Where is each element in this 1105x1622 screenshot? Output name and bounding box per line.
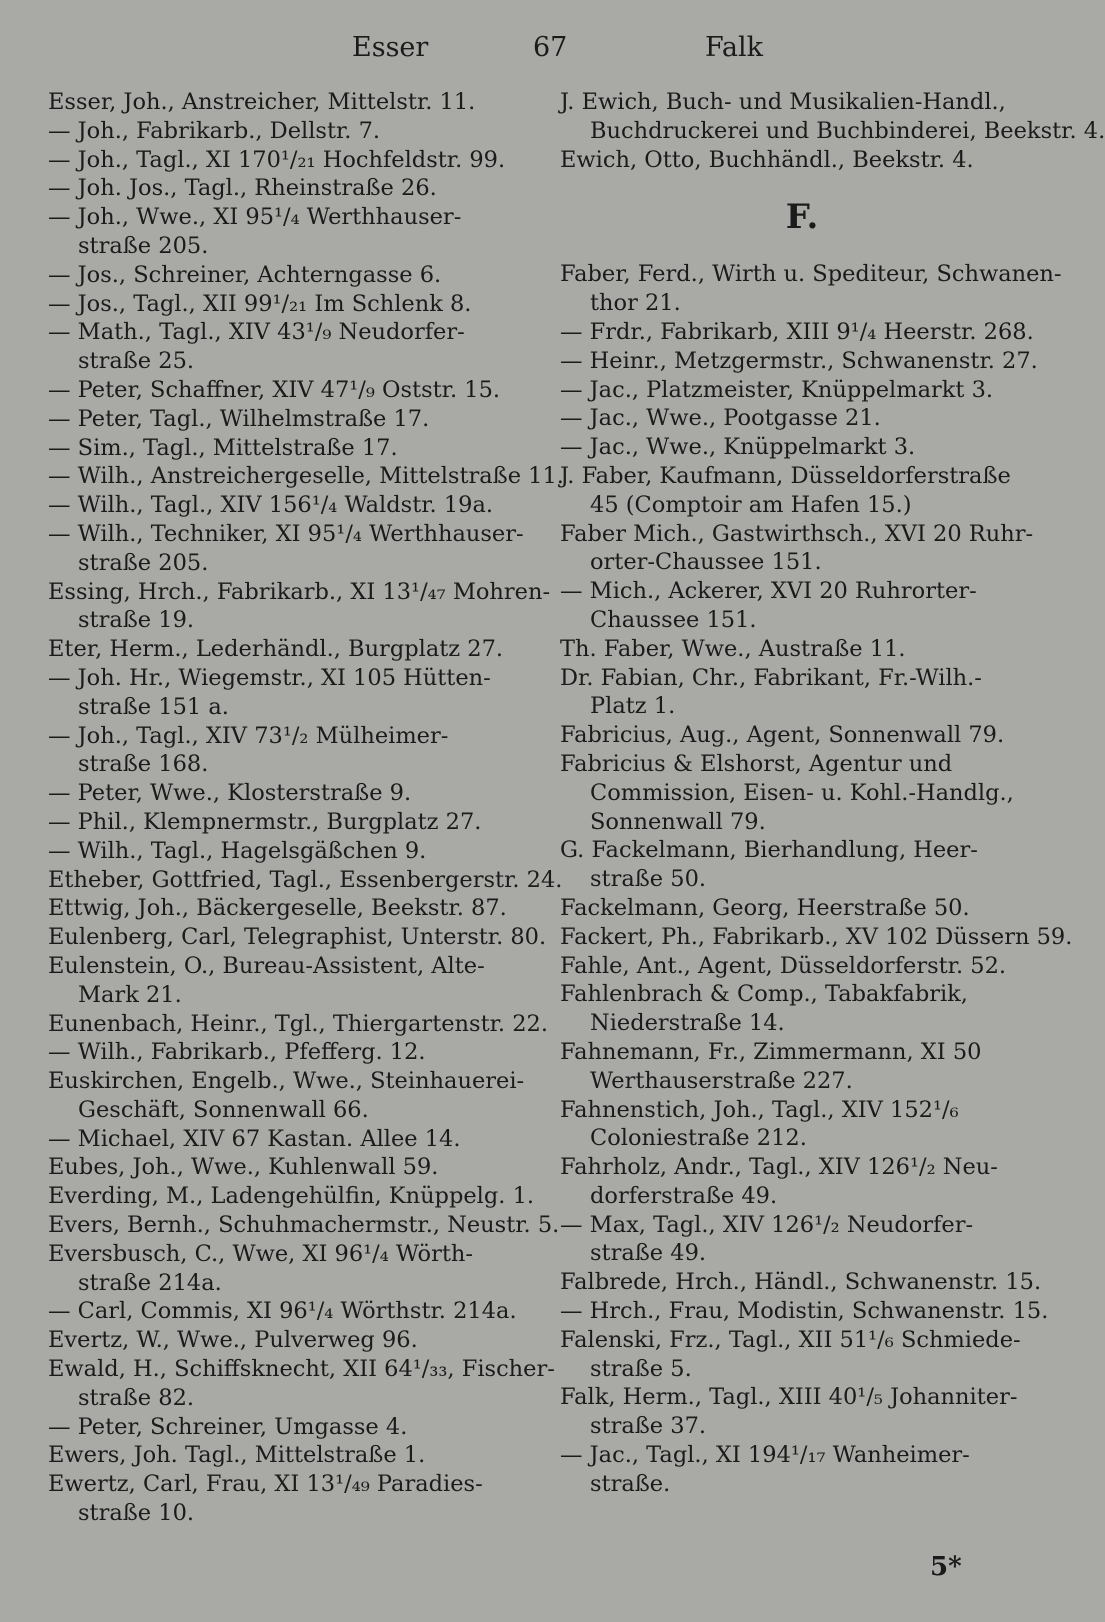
entry-continuation: straße. bbox=[590, 1470, 671, 1497]
entry-line: — Peter, Wwe., Klosterstraße 9. bbox=[48, 780, 412, 807]
entry-line: — Math., Tagl., XIV 43¹/₉ Neudorfer- bbox=[48, 319, 465, 346]
entry-continuation: Mark 21. bbox=[78, 981, 182, 1008]
entry-line: Eulenstein, O., Bureau-Assistent, Alte- bbox=[48, 952, 485, 979]
directory-entry bbox=[560, 980, 1044, 1038]
directory-entry bbox=[560, 721, 1044, 750]
entry-line: — Jac., Wwe., Knüppelmarkt 3. bbox=[560, 434, 916, 461]
entry-line: Fabricius, Aug., Agent, Sonnenwall 79. bbox=[560, 722, 1005, 749]
entry-continuation: straße 151 a. bbox=[78, 693, 229, 720]
entry-line: Eversbusch, C., Wwe, XI 96¹/₄ Wörth- bbox=[48, 1240, 473, 1267]
entry-line: — Jos., Tagl., XII 99¹/₂₁ Im Schlenk 8. bbox=[48, 290, 472, 317]
directory-entry bbox=[560, 1326, 1044, 1384]
entry-line: Ewich, Otto, Buchhändl., Beekstr. 4. bbox=[560, 146, 974, 173]
entry-continuation: straße 49. bbox=[590, 1240, 707, 1267]
entry-line: Th. Faber, Wwe., Austraße 11. bbox=[560, 635, 906, 662]
entry-line: — Joh., Tagl., XI 170¹/₂₁ Hochfeldstr. 99. bbox=[48, 146, 506, 173]
directory-entry bbox=[48, 520, 530, 578]
directory-entry bbox=[48, 491, 530, 520]
entry-line: — Hrch., Frau, Modistin, Schwanenstr. 15. bbox=[560, 1298, 1049, 1325]
entry-continuation: thor 21. bbox=[590, 290, 681, 317]
entry-line: — Joh. Jos., Tagl., Rheinstraße 26. bbox=[48, 175, 437, 202]
directory-entry bbox=[560, 808, 1044, 837]
directory-entry bbox=[48, 434, 530, 463]
entry-continuation: Niederstraße 14. bbox=[590, 1010, 785, 1037]
directory-entry bbox=[560, 664, 1044, 722]
entry-continuation: straße 25. bbox=[78, 348, 195, 375]
directory-entry bbox=[560, 1038, 1044, 1096]
directory-entry bbox=[48, 376, 530, 405]
entry-line: Etheber, Gottfried, Tagl., Essenbergerstr. 24. bbox=[48, 866, 563, 893]
directory-entry bbox=[48, 405, 530, 434]
entry-line: Everding, M., Ladengehülfin, Knüppelg. 1. bbox=[48, 1183, 535, 1210]
entry-line: — Jac., Platzmeister, Knüppelmarkt 3. bbox=[560, 376, 994, 403]
directory-entry bbox=[48, 1470, 530, 1528]
entry-continuation: Chaussee 151. bbox=[590, 606, 757, 633]
directory-entry bbox=[560, 1297, 1049, 1326]
entry-continuation: Buchdruckerei und Buchbinderei, Beekstr. 4. bbox=[590, 117, 1105, 144]
directory-entry bbox=[560, 750, 1044, 808]
directory-entry bbox=[560, 146, 1044, 175]
directory-entry bbox=[560, 894, 1044, 923]
directory-entry bbox=[560, 1153, 1044, 1211]
entry-continuation: straße 19. bbox=[78, 607, 195, 634]
entry-line: Eubes, Joh., Wwe., Kuhlenwall 59. bbox=[48, 1154, 439, 1181]
directory-entry bbox=[560, 462, 1044, 520]
entry-line: Fahle, Ant., Agent, Düsseldorferstr. 52. bbox=[560, 952, 1007, 979]
directory-entry bbox=[48, 261, 530, 290]
directory-entry bbox=[48, 1125, 530, 1154]
entry-line: Falenski, Frz., Tagl., XII 51¹/₆ Schmiede- bbox=[560, 1326, 1021, 1353]
directory-entry bbox=[48, 1038, 530, 1067]
entry-line: — Jac., Wwe., Pootgasse 21. bbox=[560, 405, 881, 432]
right-column-entries bbox=[560, 260, 1073, 1498]
entry-continuation: straße 37. bbox=[590, 1413, 707, 1440]
directory-entry bbox=[48, 837, 530, 866]
entry-line: — Sim., Tagl., Mittelstraße 17. bbox=[48, 434, 398, 461]
entry-line: Falbrede, Hrch., Händl., Schwanenstr. 15. bbox=[560, 1269, 1042, 1296]
directory-entry bbox=[48, 578, 551, 636]
entry-continuation: straße 168. bbox=[78, 751, 209, 778]
entry-line: — Heinr., Metzgermstr., Schwanenstr. 27. bbox=[560, 347, 1038, 374]
entry-line: — Joh., Tagl., XIV 73¹/₂ Mülheimer- bbox=[48, 722, 449, 749]
directory-entry bbox=[48, 1010, 548, 1039]
directory-entry bbox=[560, 433, 1044, 462]
directory-entry bbox=[48, 1182, 535, 1211]
page-number: 67 bbox=[533, 32, 568, 63]
entry-line: J. Faber, Kaufmann, Düsseldorferstraße bbox=[560, 462, 1011, 489]
directory-entry bbox=[48, 174, 530, 203]
directory-entry bbox=[560, 635, 1044, 664]
entry-line: Fackelmann, Georg, Heerstraße 50. bbox=[560, 894, 970, 921]
entry-continuation: straße 82. bbox=[78, 1384, 195, 1411]
directory-entry bbox=[48, 722, 530, 780]
directory-entry bbox=[560, 376, 1044, 405]
entry-line: J. Ewich, Buch- und Musikalien-Handl., bbox=[560, 89, 1006, 115]
directory-entry bbox=[48, 1240, 530, 1298]
directory-entry bbox=[48, 894, 530, 923]
entry-line: Faber Mich., Gastwirthsch., XVI 20 Ruhr- bbox=[560, 520, 1034, 547]
directory-entry bbox=[560, 1268, 1044, 1297]
entry-continuation: straße 10. bbox=[78, 1500, 195, 1527]
entry-line: Ewers, Joh. Tagl., Mittelstraße 1. bbox=[48, 1442, 426, 1469]
entry-line: Esser, Joh., Anstreicher, Mittelstr. 11. bbox=[48, 89, 476, 115]
directory-entry bbox=[560, 923, 1073, 952]
directory-entry bbox=[48, 635, 530, 664]
entry-continuation: Geschäft, Sonnenwall 66. bbox=[78, 1096, 369, 1123]
entry-continuation: 45 (Comptoir am Hafen 15.) bbox=[590, 491, 912, 518]
left-column bbox=[48, 88, 564, 1528]
directory-entry bbox=[560, 347, 1044, 376]
page-header bbox=[0, 32, 1088, 72]
entry-line: Fackert, Ph., Fabrikarb., XV 102 Düssern 59. bbox=[560, 923, 1073, 950]
entry-line: — Michael, XIV 67 Kastan. Allee 14. bbox=[48, 1125, 461, 1152]
directory-entry bbox=[560, 260, 1062, 318]
directory-entry bbox=[560, 404, 1044, 433]
directory-entry bbox=[48, 866, 563, 895]
entry-line: Fahnemann, Fr., Zimmermann, XI 50 bbox=[560, 1038, 982, 1065]
directory-entry bbox=[48, 808, 530, 837]
entry-line: — Mich., Ackerer, XVI 20 Ruhrorter- bbox=[560, 578, 977, 605]
header-last-name: Falk bbox=[705, 32, 763, 63]
signature-mark: 5* bbox=[930, 1552, 962, 1582]
directory-entry bbox=[48, 146, 530, 175]
entry-line: — Max, Tagl., XIV 126¹/₂ Neudorfer- bbox=[560, 1211, 974, 1238]
entry-line: Ettwig, Joh., Bäckergeselle, Beekstr. 87. bbox=[48, 895, 507, 922]
directory-entry bbox=[560, 1441, 1044, 1499]
directory-entry bbox=[560, 1211, 1044, 1269]
entry-line: Eunenbach, Heinr., Tgl., Thiergartenstr. 22. bbox=[48, 1010, 548, 1037]
directory-entry bbox=[48, 1067, 530, 1125]
entry-line: — Phil., Klempnermstr., Burgplatz 27. bbox=[48, 808, 482, 835]
entry-line: — Peter, Schreiner, Umgasse 4. bbox=[48, 1413, 408, 1440]
entry-continuation: Platz 1. bbox=[590, 693, 676, 720]
directory-entry bbox=[48, 923, 547, 952]
entry-continuation: dorferstraße 49. bbox=[590, 1182, 778, 1209]
directory-entry bbox=[48, 462, 564, 491]
entry-line: — Peter, Schaffner, XIV 47¹/₉ Oststr. 15. bbox=[48, 376, 501, 403]
directory-entry bbox=[48, 88, 530, 117]
right-column-top-entries bbox=[560, 88, 1105, 174]
directory-entry bbox=[48, 1355, 555, 1413]
entry-line: Falk, Herm., Tagl., XIII 40¹/₅ Johanniter- bbox=[560, 1384, 1018, 1411]
entry-line: Fahlenbrach & Comp., Tabakfabrik, bbox=[560, 981, 968, 1008]
entry-line: — Wilh., Techniker, XI 95¹/₄ Werthhauser- bbox=[48, 520, 524, 547]
directory-entry bbox=[48, 1441, 530, 1470]
directory-entry bbox=[560, 318, 1044, 347]
directory-entry bbox=[48, 952, 530, 1010]
entry-line: — Joh. Hr., Wiegemstr., XI 105 Hütten- bbox=[48, 664, 491, 691]
entry-line: — Frdr., Fabrikarb, XIII 9¹/₄ Heerstr. 268. bbox=[560, 318, 1034, 345]
directory-entry bbox=[48, 1326, 530, 1355]
entry-line: Essing, Hrch., Fabrikarb., XI 13¹/₄₇ Mohren- bbox=[48, 578, 551, 605]
entry-line: — Wilh., Anstreichergeselle, Mittelstraße 11. bbox=[48, 463, 564, 490]
section-letter: F. bbox=[785, 197, 819, 238]
entry-line: — Wilh., Fabrikarb., Pfefferg. 12. bbox=[48, 1039, 426, 1066]
entry-line: Ewald, H., Schiffsknecht, XII 64¹/₃₃, Fischer- bbox=[48, 1356, 555, 1383]
directory-entry bbox=[560, 952, 1044, 981]
directory-entry bbox=[48, 318, 530, 376]
entry-line: Eulenberg, Carl, Telegraphist, Unterstr. 80. bbox=[48, 924, 547, 951]
directory-entry bbox=[48, 290, 530, 319]
entry-line: Ewertz, Carl, Frau, XI 13¹/₄₉ Paradies- bbox=[48, 1471, 483, 1498]
header-first-name: Esser bbox=[352, 32, 429, 63]
directory-entry bbox=[48, 779, 530, 808]
entry-line: Dr. Fabian, Chr., Fabrikant, Fr.-Wilh.- bbox=[560, 664, 982, 691]
entry-line: Evers, Bernh., Schuhmachermstr., Neustr. 5. bbox=[48, 1212, 560, 1239]
directory-entry bbox=[560, 520, 1044, 578]
directory-entry bbox=[560, 577, 1044, 635]
directory-entry bbox=[48, 1211, 560, 1240]
entry-line: — Joh., Wwe., XI 95¹/₄ Werthhauser- bbox=[48, 204, 462, 231]
entry-line: Fabricius & Elshorst, Agentur und bbox=[560, 750, 953, 777]
entry-line: — Wilh., Tagl., XIV 156¹/₄ Waldstr. 19a. bbox=[48, 492, 494, 519]
entry-continuation: straße 5. bbox=[590, 1355, 692, 1382]
entry-continuation: orter-Chaussee 151. bbox=[590, 549, 822, 576]
entry-continuation: straße 205. bbox=[78, 549, 209, 576]
entry-line: Faber, Ferd., Wirth u. Spediteur, Schwanen- bbox=[560, 261, 1062, 288]
directory-entry bbox=[48, 1153, 530, 1182]
directory-entry bbox=[48, 117, 530, 146]
directory-entry bbox=[560, 1383, 1044, 1441]
entry-continuation: Werthauserstraße 227. bbox=[590, 1067, 853, 1094]
entry-line: Sonnenwall 79. bbox=[590, 808, 766, 835]
directory-entry bbox=[48, 664, 530, 722]
entry-continuation: straße 205. bbox=[78, 232, 209, 259]
entry-continuation: straße 214a. bbox=[78, 1269, 222, 1296]
entry-line: G. Fackelmann, Bierhandlung, Heer- bbox=[560, 837, 978, 864]
entry-continuation: Coloniestraße 212. bbox=[590, 1125, 807, 1152]
directory-entry bbox=[560, 836, 1044, 894]
entry-line: Evertz, W., Wwe., Pulverweg 96. bbox=[48, 1327, 418, 1354]
entry-line: — Wilh., Tagl., Hagelsgäßchen 9. bbox=[48, 837, 427, 864]
directory-entry bbox=[560, 88, 1105, 146]
entry-line: — Joh., Fabrikarb., Dellstr. 7. bbox=[48, 117, 381, 144]
directory-entry bbox=[560, 1096, 1044, 1154]
entry-line: — Peter, Tagl., Wilhelmstraße 17. bbox=[48, 405, 430, 432]
entry-continuation: straße 50. bbox=[590, 866, 707, 893]
directory-entry bbox=[48, 1413, 530, 1442]
directory-entry bbox=[48, 203, 530, 261]
entry-line: Eter, Herm., Lederhändl., Burgplatz 27. bbox=[48, 636, 504, 663]
entry-line: — Carl, Commis, XI 96¹/₄ Wörthstr. 214a. bbox=[48, 1298, 517, 1325]
directory-entry bbox=[48, 1297, 530, 1326]
entry-continuation: Commission, Eisen- u. Kohl.-Handlg., bbox=[590, 779, 1014, 806]
entry-line: Euskirchen, Engelb., Wwe., Steinhauerei- bbox=[48, 1068, 525, 1095]
entry-line: Fahrholz, Andr., Tagl., XIV 126¹/₂ Neu- bbox=[560, 1154, 998, 1181]
right-column bbox=[560, 88, 1105, 1499]
entry-line: Fahnenstich, Joh., Tagl., XIV 152¹/₆ bbox=[560, 1096, 959, 1123]
entry-line: — Jos., Schreiner, Achterngasse 6. bbox=[48, 261, 442, 288]
entry-line: — Jac., Tagl., XI 194¹/₁₇ Wanheimer- bbox=[560, 1442, 970, 1469]
